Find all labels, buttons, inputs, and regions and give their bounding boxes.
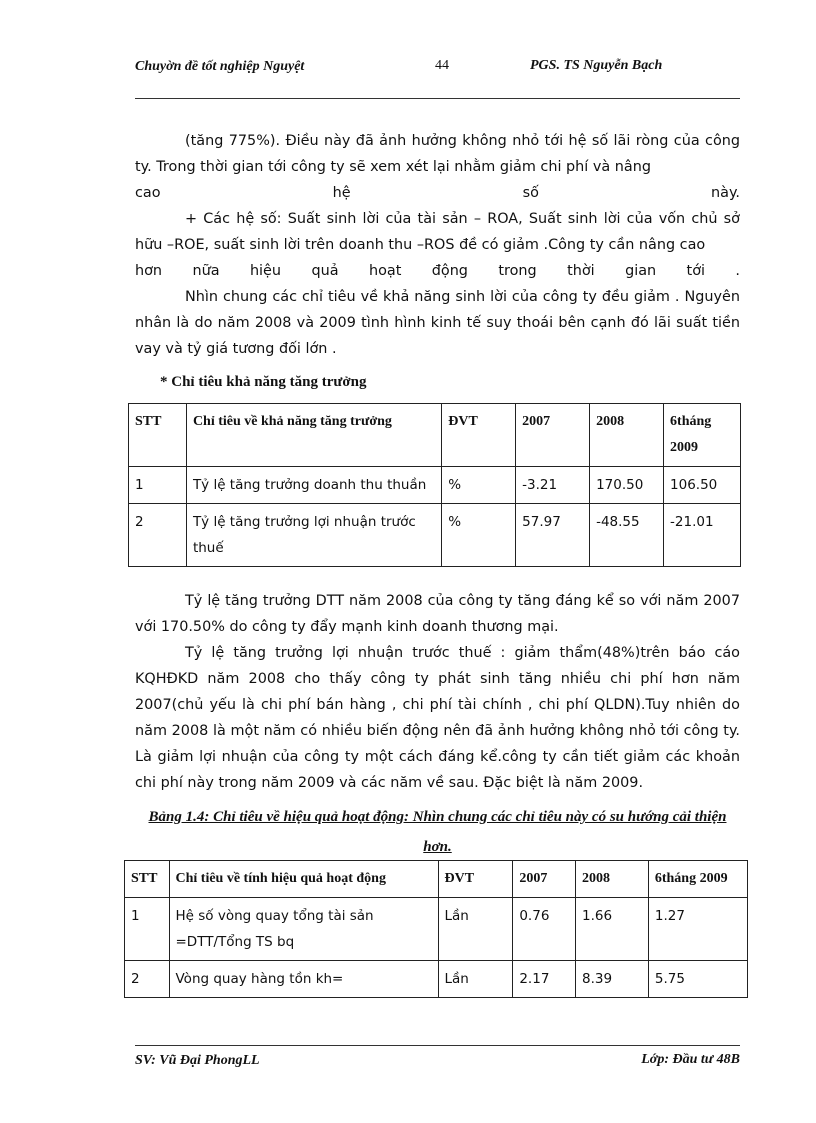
page-header [135,58,740,99]
analysis-paragraphs [135,588,740,796]
table-cell: Hệ số vòng quay tổng tài sản =DTT/Tổng TS bq [169,898,438,961]
paragraph-4: Tỷ lệ tăng trưởng DTT năm 2008 của công ty tăng đáng kể so với năm 2007 với 170.50% do công ty đẩy mạnh kinh doanh thương mại. [135,593,740,635]
header-right-author: PGS. TS Nguyễn Bạch [530,58,663,73]
table-cell: % [442,467,516,504]
page-number: 44 [435,58,449,73]
table-caption: Bảng 1.4: Chỉ tiêu về hiệu quả hoạt động: Nhìn chung các chỉ tiêu này có su hướng cải thiện hơn. [148,809,727,855]
table-cell: -3.21 [516,467,590,504]
paragraph-2a: + Các hệ số: Suất sinh lời của tài sản – ROA, Suất sinh lời của vốn chủ sở hữu –ROE, suất sinh lời trên doanh thu –ROS đề có giảm .Công ty cần nâng cao [135,211,740,253]
table-row [129,467,741,504]
table-header-row [125,861,748,898]
table-header-cell: ĐVT [442,404,516,467]
table-cell: 1 [125,898,170,961]
page-footer [135,1045,740,1069]
table-row [125,898,748,961]
table-cell: 1.66 [576,898,649,961]
table-cell: % [442,504,516,567]
table-cell: 57.97 [516,504,590,567]
table-cell: 170.50 [590,467,664,504]
table-header-cell: 6tháng 2009 [664,404,741,467]
table-cell: Vòng quay hàng tồn kh= [169,961,438,998]
table-cell: 0.76 [513,898,576,961]
table-header-cell: Chỉ tiêu về tính hiệu quả hoạt động [169,861,438,898]
table-cell: 106.50 [664,467,741,504]
paragraph-2b: hơn nữa hiệu quả hoạt động trong thời gian tới . [135,263,740,279]
table-header-cell: ĐVT [438,861,513,898]
table-cell: Tỷ lệ tăng trưởng doanh thu thuần [186,467,441,504]
table-cell: 1 [129,467,187,504]
table-cell: 2.17 [513,961,576,998]
table-cell: Lần [438,898,513,961]
paragraph-1a: (tăng 775%). Điều này đã ảnh hưởng không nhỏ tới hệ số lãi ròng của công ty. Trong thời gian tới công ty sẽ xem xét lại nhằm giảm chi phí và nâng [135,133,740,175]
section-title-growth: * Chỉ tiêu khả năng tăng trưởng [160,374,367,390]
table-cell: 5.75 [648,961,747,998]
paragraph-5: Tỷ lệ tăng trưởng lợi nhuận trước thuế : giảm thẩm(48%)trên báo cáo KQHĐKD năm 2008 cho thấy công ty phát sinh tăng nhiều chi phí hơn năm 2007(chủ yếu là chi phí bán hàng , chi phí tài chính , chi phí QLDN).Tuy nhiên do năm 2008 là một năm có nhiều biến động nên đã ảnh hưởng không nhỏ tới công ty. Là giảm lợi nhuận của công ty một cách đáng kể.công ty cần tiết giảm các khoản chi phí này trong năm 2009 và các năm về sau. Đặc biệt là năm 2009. [135,645,740,791]
table-cell: 2 [129,504,187,567]
table-cell: 1.27 [648,898,747,961]
table-header-cell: 2008 [576,861,649,898]
table-header-cell: Chỉ tiêu về khả năng tăng trưởng [186,404,441,467]
growth-table [128,403,741,567]
paragraph-3: Nhìn chung các chỉ tiêu về khả năng sinh lời của công ty đều giảm . Nguyên nhân là do năm 2008 và 2009 tình hình kinh tế suy thoái bên cạnh đó lãi suất tiền vay và tỷ giá tương đối lớn . [135,289,740,357]
table-header-row [129,404,741,467]
efficiency-table [124,860,748,998]
table-cell: 2 [125,961,170,998]
table-cell: 8.39 [576,961,649,998]
table-cell: Tỷ lệ tăng trưởng lợi nhuận trước thuế [186,504,441,567]
table-header-cell: STT [129,404,187,467]
table-cell: -48.55 [590,504,664,567]
footer-class: Lớp: Đầu tư 48B [641,1052,740,1067]
table-header-cell: 6tháng 2009 [648,861,747,898]
paragraph-1b: cao hệ số này. [135,185,740,201]
intro-paragraphs [135,128,740,362]
table-header-cell: 2008 [590,404,664,467]
table-header-cell: 2007 [513,861,576,898]
table-cell: Lần [438,961,513,998]
table-header-cell: STT [125,861,170,898]
header-left-title: Chuyờn đề tốt nghiệp Nguyệt [135,59,305,74]
table-header-cell: 2007 [516,404,590,467]
table-cell: -21.01 [664,504,741,567]
footer-student: SV: Vũ Đại PhongLL [135,1053,260,1068]
table-row [125,961,748,998]
table-row [129,504,741,567]
